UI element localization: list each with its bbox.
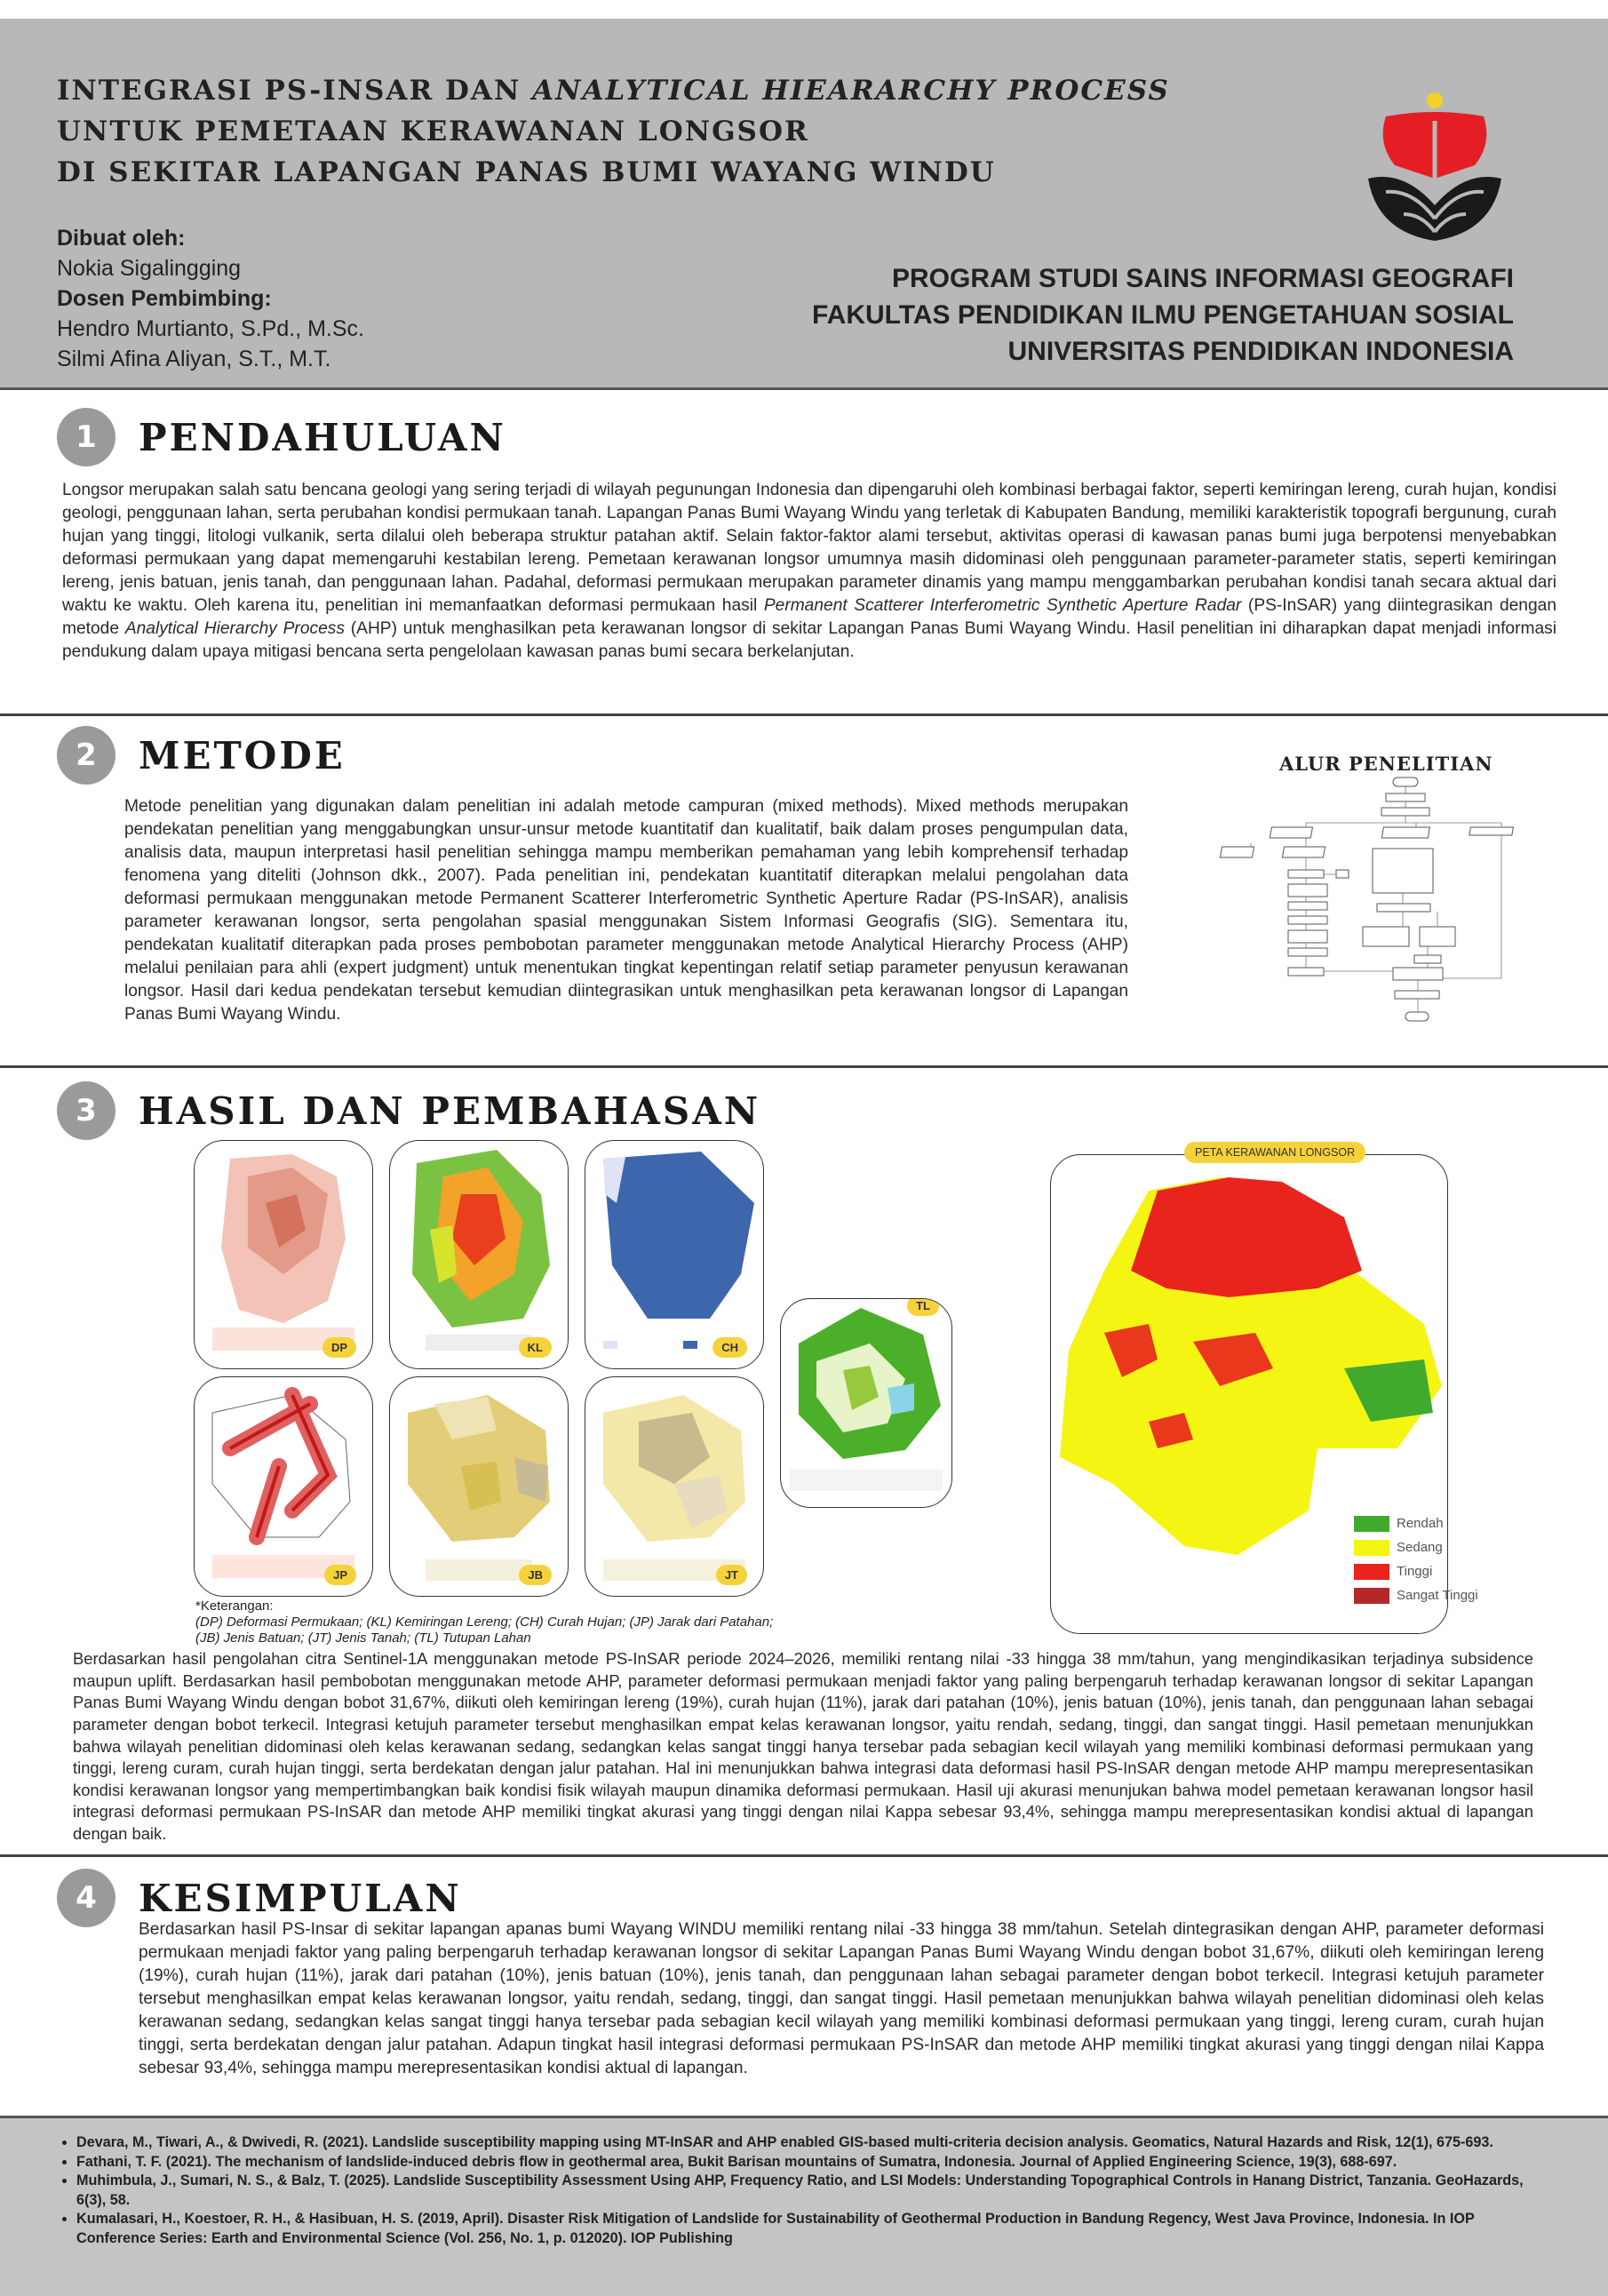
title-line-2: UNTUK PEMETAAN KERAWANAN LONGSOR <box>57 116 809 148</box>
landcover-map-image <box>781 1299 951 1507</box>
map-jarak-patahan <box>194 1376 373 1597</box>
map-tag: DP <box>322 1337 356 1358</box>
legend-item: Tinggi <box>1354 1559 1478 1583</box>
supervisor-label: Dosen Pembimbing: <box>57 286 272 312</box>
map-tag: TL <box>907 1298 939 1316</box>
legend-swatch-tinggi <box>1354 1564 1389 1580</box>
map-curah-hujan <box>585 1140 764 1369</box>
reference-item: • Kumalasari, H., Koestoer, R. H., & Hasibuan, H. S. (2019, April). Disaster Risk Mitigation of Landslide for Sustainability of Geothermal Production in Bandung Regency, West Java Province, Indonesia. In IOP Conference Series: Earth and Environmental Science (Vol. 256, No. 1, p. 012020). IOP Publishing <box>76 2210 1542 2248</box>
section-title: KESIMPULAN <box>139 1876 462 1920</box>
fault-distance-map-image <box>195 1377 372 1596</box>
hasil-text: Berdasarkan hasil pengolahan citra Sentinel-1A menggunakan metode PS-InSAR periode 2024–2026, memiliki rentang nilai -33 hingga 38 mm/tahun, yang mengindikasikan terjadinya subsidence maupun uplift. Berdasarkan hasil pembobotan menggunakan metode AHP, parameter deformasi permukaan menjadi faktor yang paling berpengaruh terhadap kerawanan longsor di sekitar Lapangan Panas Bumi Wayang Windu dengan bobot 31,67%, diikuti oleh kemiringan lereng (19%), curah hujan (11%), jarak dari patahan (10%), jenis batuan (10%), jenis tanah, dan penggunaan lahan sebagai parameter dengan bobot terkecil. Integrasi ketujuh parameter tersebut menghasilkan empat kelas kerawanan longsor, yaitu rendah, sedang, tinggi, dan sangat tinggi. Hasil pemetaan menunjukkan bahwa wilayah penelitian didominasi oleh kelas kerawanan sedang, sedangkan kelas sangat tinggi hanya tersebar pada sebagian kecil wilayah yang memiliki kombinasi deformasi permukaan yang tinggi, lereng curam, curah hujan tinggi, serta berdekatan dengan jalur patahan. Hal ini menunjukkan bahwa integrasi data deformasi hasil PS-InSAR dengan metode AHP mampu merepresentasikan kondisi kerawanan longsor yang mempertimbangkan baik kondisi fisik wilayah maupun dinamika deformasi permukaan. Hasil uji akurasi menunjukan bahwa model pemetaan kerawanan longsor hasil integrasi deformasi permukaan PS-InSAR dan metode AHP memiliki tingkat akurasi yang tinggi dengan nilai Kappa sebesar 93,4%, sehingga mampu merepresentasikan kondisi aktual di lapangan dengan baik. <box>73 1649 1533 1844</box>
soil-type-map-image <box>585 1377 763 1596</box>
map-tag: JT <box>716 1565 747 1585</box>
deformation-map-image <box>195 1141 372 1368</box>
legend-item: Rendah <box>1354 1511 1478 1535</box>
map-tag: KL <box>519 1337 552 1358</box>
title-line-1: INTEGRASI PS-INSAR DAN ANALYTICAL HIEARARCHY PROCESS <box>57 75 1170 108</box>
section-number: 4 <box>57 1869 115 1927</box>
institution-block <box>812 260 1514 370</box>
legend-swatch-rendah <box>1354 1516 1389 1532</box>
section-3-heading <box>57 1081 760 1140</box>
author-block <box>57 223 364 374</box>
map-legend-note <box>195 1598 773 1646</box>
pendahuluan-text: Longsor merupakan salah satu bencana geologi yang sering terjadi di wilayah pegunungan Indonesia dan dipengaruhi oleh kombinasi berbagai faktor, seperti kemiringan lereng, curah hujan, kondisi geologi, penggunaan lahan, serta perubahan kondisi permukaan tanah. Lapangan Panas Bumi Wayang Windu yang terletak di Kabupaten Bandung, memiliki karakteristik topografi bergunung, curah hujan yang tinggi, litologi vulkanik, serta dilalui oleh beberapa struktur patahan aktif. Selain faktor-faktor alami tersebut, aktivitas operasi di kawasan panas bumi juga berpotensi menyebabkan deformasi permukaan yang dapat memengaruhi kestabilan lereng. Pemetaan kerawanan longsor umumnya masih didominasi oleh penggunaan parameter-parameter statis, seperti kemiringan lereng, jenis batuan, jenis tanah, dan penggunaan lahan. Padahal, deformasi permukaan merupakan parameter dinamis yang mampu menggambarkan perubahan kondisi tanah secara aktual dari waktu ke waktu. Oleh karena itu, penelitian ini memanfaatkan deformasi permukaan hasil Permanent Scatterer Interferometric Synthetic Aperture Radar (PS-InSAR) yang diintegrasikan dengan metode Analytical Hierarchy Process (AHP) untuk menghasilkan peta kerawanan longsor di sekitar Lapangan Panas Bumi Wayang Windu. Hasil penelitian ini diharapkan dapat menjadi informasi pendukung dalam upaya mitigasi bencana serta pengelolaan kawasan panas bumi secara berkelanjutan. <box>62 481 1556 662</box>
section-2-heading <box>57 726 346 785</box>
ket-line-2: (JB) Jenis Batuan; (JT) Jenis Tanah; (TL) Tutupan Lahan <box>195 1630 531 1646</box>
map-tag: CH <box>712 1337 747 1358</box>
section-1-heading <box>57 408 506 466</box>
rock-type-map-image <box>390 1377 568 1596</box>
map-kemiringan <box>389 1140 569 1369</box>
supervisor-1: Hendro Murtianto, S.Pd., M.Sc. <box>57 316 364 342</box>
references-list <box>57 2133 1542 2248</box>
made-by-label: Dibuat oleh: <box>57 226 186 251</box>
map-jenis-batuan <box>389 1376 569 1597</box>
section-divider <box>0 714 1608 716</box>
prodi-line-2: FAKULTAS PENDIDIKAN ILMU PENGETAHUAN SOSIAL <box>811 300 1514 331</box>
title-line-3: DI SEKITAR LAPANGAN PANAS BUMI WAYANG WINDU <box>57 156 996 189</box>
section-divider <box>0 1065 1608 1068</box>
ket-label: *Keterangan: <box>195 1598 274 1614</box>
kesimpulan-text: Berdasarkan hasil PS-Insar di sekitar lapangan apanas bumi Wayang WINDU memiliki rentang nilai -33 hingga 38 mm/tahun. Setelah dintegrasikan dengan AHP, parameter deformasi permukaan menjadi faktor yang paling berpengaruh terhadap kerawanan longsor di sekitar Lapangan Panas Bumi Wayang Windu dengan bobot 31,67%, diikuti oleh kemiringan lereng (19%), curah hujan (11%), jarak dari patahan (10%), jenis batuan (10%), jenis tanah, dan penggunaan lahan sebagai parameter dengan bobot terkecil. Integrasi ketujuh parameter tersebut menghasilkan empat kelas kerawanan longsor, yaitu rendah, sedang, tinggi, dan sangat tinggi. Hasil pemetaan menunjukkan bahwa wilayah penelitian didominasi oleh kelas kerawanan sedang, sedangkan kelas sangat tinggi hanya tersebar pada sebagian kecil wilayah yang memiliki kombinasi deformasi permukaan yang tinggi, lereng curam, curah hujan tinggi, serta berdekatan dengan jalur patahan. Adapun tingkat hasil integrasi deformasi permukaan PS-InSAR dan metode AHP memiliki tingkat akurasi yang tinggi dengan nilai Kappa sebesar 93,4%, sehingga mampu merepresentasikan kondisi aktual di lapangan. <box>139 1920 1544 2078</box>
reference-item: • Devara, M., Tiwari, A., & Dwivedi, R. (2021). Landslide susceptibility mapping using MT-InSAR and AHP enabled GIS-based multi-criteria decision analysis. Geomatics, Natural Hazards and Risk, 12(1), 675-693. <box>76 2133 1542 2153</box>
map-tutupan-lahan <box>780 1298 952 1508</box>
slope-map-image <box>390 1141 568 1368</box>
susceptibility-legend <box>1354 1511 1478 1607</box>
section-number: 1 <box>57 408 115 466</box>
ket-line-1: (DP) Deformasi Permukaan; (KL) Kemiringan Lereng; (CH) Curah Hujan; (JP) Jarak dari Patahan; <box>195 1614 774 1630</box>
reference-item: • Fathani, T. F. (2021). The mechanism of landslide-induced debris flow in geothermal area, Bukit Barisan mountains of Sumatra, Indonesia. Journal of Applied Engineering Science, 19(3), 688-697. <box>76 2153 1542 2172</box>
map-deformasi <box>194 1140 373 1369</box>
legend-item: Sangat Tinggi <box>1354 1583 1478 1607</box>
metode-text: Metode penelitian yang digunakan dalam penelitian ini adalah metode campuran (mixed methods). Mixed methods merupakan pendekatan penelitian yang menggabungkan unsur-unsur metode kuantitatif dan kualitatif, baik dalam proses pengumpulan data, analisis data, maupun interpretasi hasil penelitian sehingga mampu memberikan pemahaman yang lebih komprehensif terhadap fenomena yang diteliti (Johnson dkk., 2007). Pada penelitian ini, pendekatan kuantitatif diterapkan melalui pengolahan data deformasi permukaan menggunakan metode Permanent Scatterer Interferometric Synthetic Aperture Radar (PS-InSAR), analisis parameter kerawanan longsor, serta pengolahan spasial menggunakan Sistem Informasi Geografis (SIG). Sementara itu, pendekatan kualitatif diterapkan pada proses pembobotan parameter menggunakan metode Analytical Hierarchy Process (AHP) melalui penilaian para ahli (expert judgment) untuk menentukan tingkat kepentingan relatif setiap parameter penyusun kerawanan longsor. Hasil dari kedua pendekatan tersebut kemudian diintegrasikan untuk menghasilkan peta kerawanan longsor di Lapangan Panas Bumi Wayang Windu. <box>124 797 1128 1024</box>
research-flowchart <box>1217 774 1519 1027</box>
section-title: PENDAHULUAN <box>139 415 506 459</box>
prodi-line-3: UNIVERSITAS PENDIDIKAN INDONESIA <box>1007 337 1514 367</box>
prodi-line-1: PROGRAM STUDI SAINS INFORMASI GEOGRAFI <box>891 264 1514 294</box>
map-tag: JB <box>519 1565 552 1585</box>
section-divider <box>0 1854 1608 1857</box>
poster-title <box>57 70 1170 193</box>
section-title: METODE <box>139 733 346 777</box>
university-logo-icon <box>1350 81 1519 250</box>
section-title: HASIL DAN PEMBAHASAN <box>139 1088 761 1133</box>
section-number: 3 <box>57 1081 115 1140</box>
legend-swatch-sangat-tinggi <box>1354 1588 1389 1604</box>
author-name: Nokia Sigalingging <box>57 256 242 282</box>
susceptibility-map-tag: PETA KERAWANAN LONGSOR <box>1184 1142 1365 1163</box>
flowchart-title: ALUR PENELITIAN <box>1279 753 1493 776</box>
rainfall-map-image <box>585 1141 763 1368</box>
section-number: 2 <box>57 726 115 785</box>
legend-item: Sedang <box>1354 1535 1478 1559</box>
map-jenis-tanah <box>585 1376 764 1597</box>
map-tag: JP <box>324 1565 356 1585</box>
legend-swatch-sedang <box>1354 1540 1389 1556</box>
reference-item: • Muhimbula, J., Sumari, N. S., & Balz, T. (2025). Landslide Susceptibility Assessment Using AHP, Frequency Ratio, and LSI Models: Understanding Topographical Controls in Hanang District, Tanzania. GeoHazards, 6(3), 58. <box>76 2172 1542 2210</box>
supervisor-2: Silmi Afina Aliyan, S.T., M.T. <box>57 347 331 372</box>
